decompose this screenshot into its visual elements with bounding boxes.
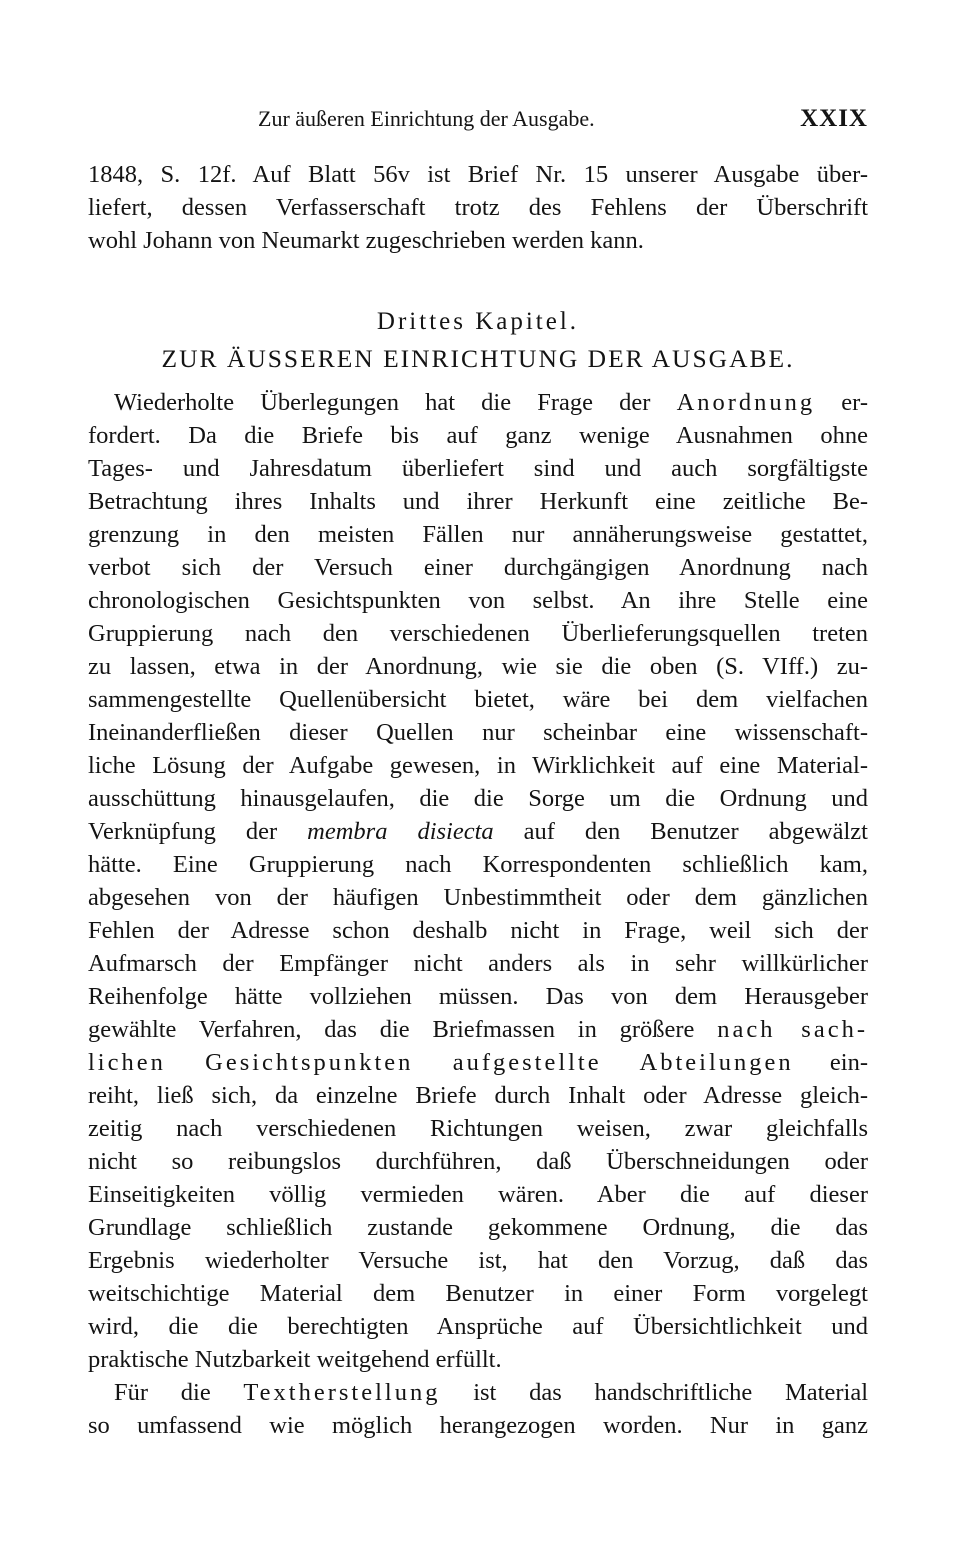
text-line: abgesehen von der häufigen Unbestimmtheit oder dem gänzlichen [88, 884, 868, 911]
text-line: Betrachtung ihres Inhalts und ihrer Herkunft eine zeitliche Be- [88, 488, 868, 515]
spaced-term: Textherstellung [243, 1379, 441, 1406]
text-line: zeitig nach verschiedenen Richtungen weisen, zwar gleichfalls [88, 1115, 868, 1142]
text-line: Reihenfolge hätte vollziehen müssen. Das von dem Herausgeber [88, 983, 868, 1010]
text-line: zu lassen, etwa in der Anordnung, wie sie die oben (S. VIff.) zu- [88, 653, 868, 680]
running-header [88, 102, 868, 136]
spaced-term: nach sach- [717, 1016, 868, 1043]
chapter-title: ZUR ÄUSSEREN EINRICHTUNG DER AUSGABE. [161, 344, 795, 373]
spaced-term: Anordnung [676, 389, 816, 416]
text-span: gewählte Verfahren, das die Briefmassen in größere [88, 1016, 718, 1043]
text-line [88, 815, 868, 849]
text-span: Wiederholte Überlegungen hat die Frage der [114, 389, 677, 416]
text-line: Fehlen der Adresse schon deshalb nicht in Frage, weil sich der [88, 917, 868, 944]
text-line [88, 1013, 868, 1047]
text-span: Verknüpfung der [88, 818, 308, 845]
text-line: nicht so reibungslos durchführen, daß Überschneidungen oder [88, 1148, 868, 1175]
page-number: XXIX [800, 105, 868, 132]
text-line: wird, die die berechtigten Ansprüche auf Übersichtlichkeit und [88, 1313, 868, 1340]
text-line: wohl Johann von Neumarkt zugeschrieben werden kann. [88, 227, 644, 254]
text-line: praktische Nutzbarkeit weitgehend erfüllt. [88, 1346, 502, 1373]
text-line: Tages- und Jahresdatum überliefert sind und auch sorgfältigste [88, 455, 868, 482]
text-span: ein- [793, 1049, 868, 1076]
text-line: Ergebnis wiederholter Versuche ist, hat den Vorzug, daß das [88, 1247, 868, 1274]
text-line: liche Lösung der Aufgabe gewesen, in Wirklichkeit auf eine Material- [88, 752, 868, 779]
text-line: sammengestellte Quellenübersicht bietet, wäre bei dem vielfachen [88, 686, 868, 713]
text-line [88, 1046, 868, 1080]
text-line: grenzung in den meisten Fällen nur annäherungsweise gestattet, [88, 521, 868, 548]
text-span: Für die [114, 1379, 244, 1406]
text-line: verbot sich der Versuch einer durchgängigen Anordnung nach [88, 554, 868, 581]
text-line: Einseitigkeiten völlig vermieden wären. Aber die auf dieser [88, 1181, 868, 1208]
running-title: Zur äußeren Einrichtung der Ausgabe. [258, 106, 595, 131]
text-line [88, 1376, 868, 1410]
text-line: so umfassend wie möglich herangezogen worden. Nur in ganz [88, 1412, 868, 1439]
text-line: chronologischen Gesichtspunkten von selbst. An ihre Stelle eine [88, 587, 868, 614]
text-line: liefert, dessen Verfasserschaft trotz des Fehlens der Überschrift [88, 194, 868, 221]
text-line: Grundlage schließlich zustande gekommene Ordnung, die das [88, 1214, 868, 1241]
text-line [88, 386, 868, 420]
text-line: 1848, S. 12f. Auf Blatt 56v ist Brief Nr. 15 unserer Ausgabe über- [88, 161, 868, 188]
text-line: weitschichtige Material dem Benutzer in einer Form vorgelegt [88, 1280, 868, 1307]
text-line: Aufmarsch der Empfänger nicht anders als in sehr willkürlicher [88, 950, 868, 977]
text-line: fordert. Da die Briefe bis auf ganz wenige Ausnahmen ohne [88, 422, 868, 449]
spaced-term: lichen Gesichtspunkten aufgestellte Abteilungen [88, 1049, 794, 1076]
text-span: auf den Benutzer abgewälzt [493, 818, 868, 845]
text-span: ist das handschriftliche Material [440, 1379, 869, 1406]
text-line: Ineinanderfließen dieser Quellen nur scheinbar eine wissenschaft- [88, 719, 868, 746]
text-line: Gruppierung nach den verschiedenen Überlieferungsquellen treten [88, 620, 868, 647]
chapter-label: Drittes Kapitel. [376, 308, 580, 335]
text-line: reiht, ließ sich, da einzelne Briefe durch Inhalt oder Adresse gleich- [88, 1082, 868, 1109]
text-span: er- [815, 389, 868, 416]
text-line: hätte. Eine Gruppierung nach Korrespondenten schließlich kam, [88, 851, 868, 878]
italic-term: membra disiecta [307, 818, 494, 845]
text-line: ausschüttung hinausgelaufen, die die Sorge um die Ordnung und [88, 785, 868, 812]
